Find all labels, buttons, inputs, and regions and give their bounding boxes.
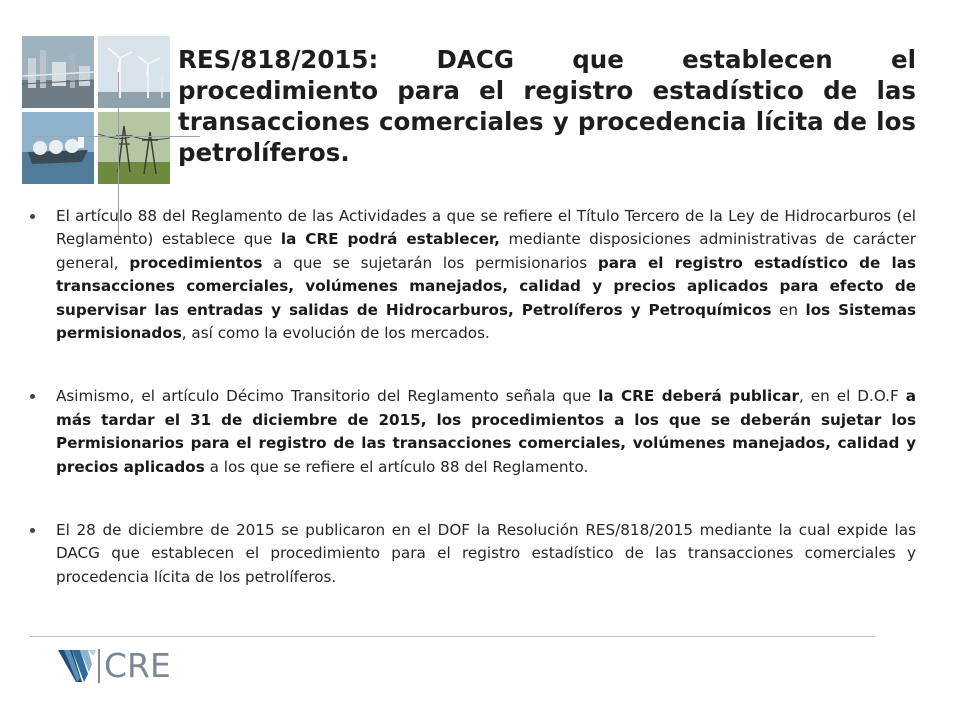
bullet-icon [30, 394, 35, 399]
bullet-text [56, 385, 916, 479]
refinery-photo [22, 36, 94, 108]
bold-segment: la CRE podrá establecer, [280, 230, 500, 249]
wind-turbines-photo [98, 36, 170, 108]
bullet-item [30, 385, 916, 479]
bold-segment: procedimientos [129, 253, 263, 272]
text-segment: El 28 de diciembre de 2015 se publicaron en el DOF la Resolución RES/818/2015 mediante la cual expide las DACG que establecen el procedimiento para el registro estadístico de las transacciones comerciales y procedencia lícita de los petrolíferos. [56, 521, 916, 586]
bullet-item [30, 205, 916, 345]
bold-segment: para el registro estadístico de las transacciones comerciales, volúmenes manejados, calidad y precios aplicados para efecto de supervisar las entradas y salidas de Hidrocarburos, Petrolíferos y Petroquímicos [56, 253, 917, 319]
text-segment: a los que se refiere el artículo 88 del Reglamento. [204, 457, 589, 476]
energy-photo-collage [22, 36, 172, 186]
logo-separator [98, 649, 100, 683]
text-segment: en [771, 300, 806, 319]
bullet-text [56, 519, 916, 589]
bullet-icon [30, 214, 35, 219]
collage-divider-horizontal [32, 136, 200, 137]
bold-segment: la CRE deberá publicar [598, 387, 799, 406]
text-segment: Asimismo, el artículo Décimo Transitorio del Reglamento señala que [56, 387, 599, 406]
power-lines-photo [98, 112, 170, 184]
footer-divider [30, 636, 876, 637]
text-segment: , en el D.O.F [798, 387, 906, 406]
bold-segment: a más tardar el 31 de diciembre de 2015, los procedimientos a los que se deberán sujetar los Permisionarios para el registro de las transacciones comerciales, volúmenes manejados, calidad y precios aplicados [56, 387, 916, 476]
lng-tanker-photo [22, 112, 94, 184]
bullet-list [30, 205, 916, 589]
bullet-text [56, 205, 916, 345]
text-segment: El artículo 88 del Reglamento de las Actividades a que se refiere el Título Tercero de la Ley de Hidrocarburos (el Reglamento) establece que [56, 207, 916, 249]
bullet-item [30, 519, 916, 589]
bold-segment: los Sistemas permisionados [56, 300, 917, 343]
text-segment: , así como la evolución de los mercados. [181, 324, 490, 343]
text-segment: mediante disposiciones administrativas de carácter general, [56, 230, 916, 272]
cre-logo-mark-icon [58, 648, 96, 684]
bullet-icon [30, 528, 35, 533]
slide-title: RES/818/2015: DACG que establecen el procedimiento para el registro estadístico de las transacciones comerciales y procedencia lícita de los petrolíferos. [178, 45, 916, 167]
logo-wordmark: CRE [104, 646, 171, 685]
cre-logo [58, 648, 171, 684]
text-segment: a que se sujetarán los permisionarios [262, 253, 598, 272]
